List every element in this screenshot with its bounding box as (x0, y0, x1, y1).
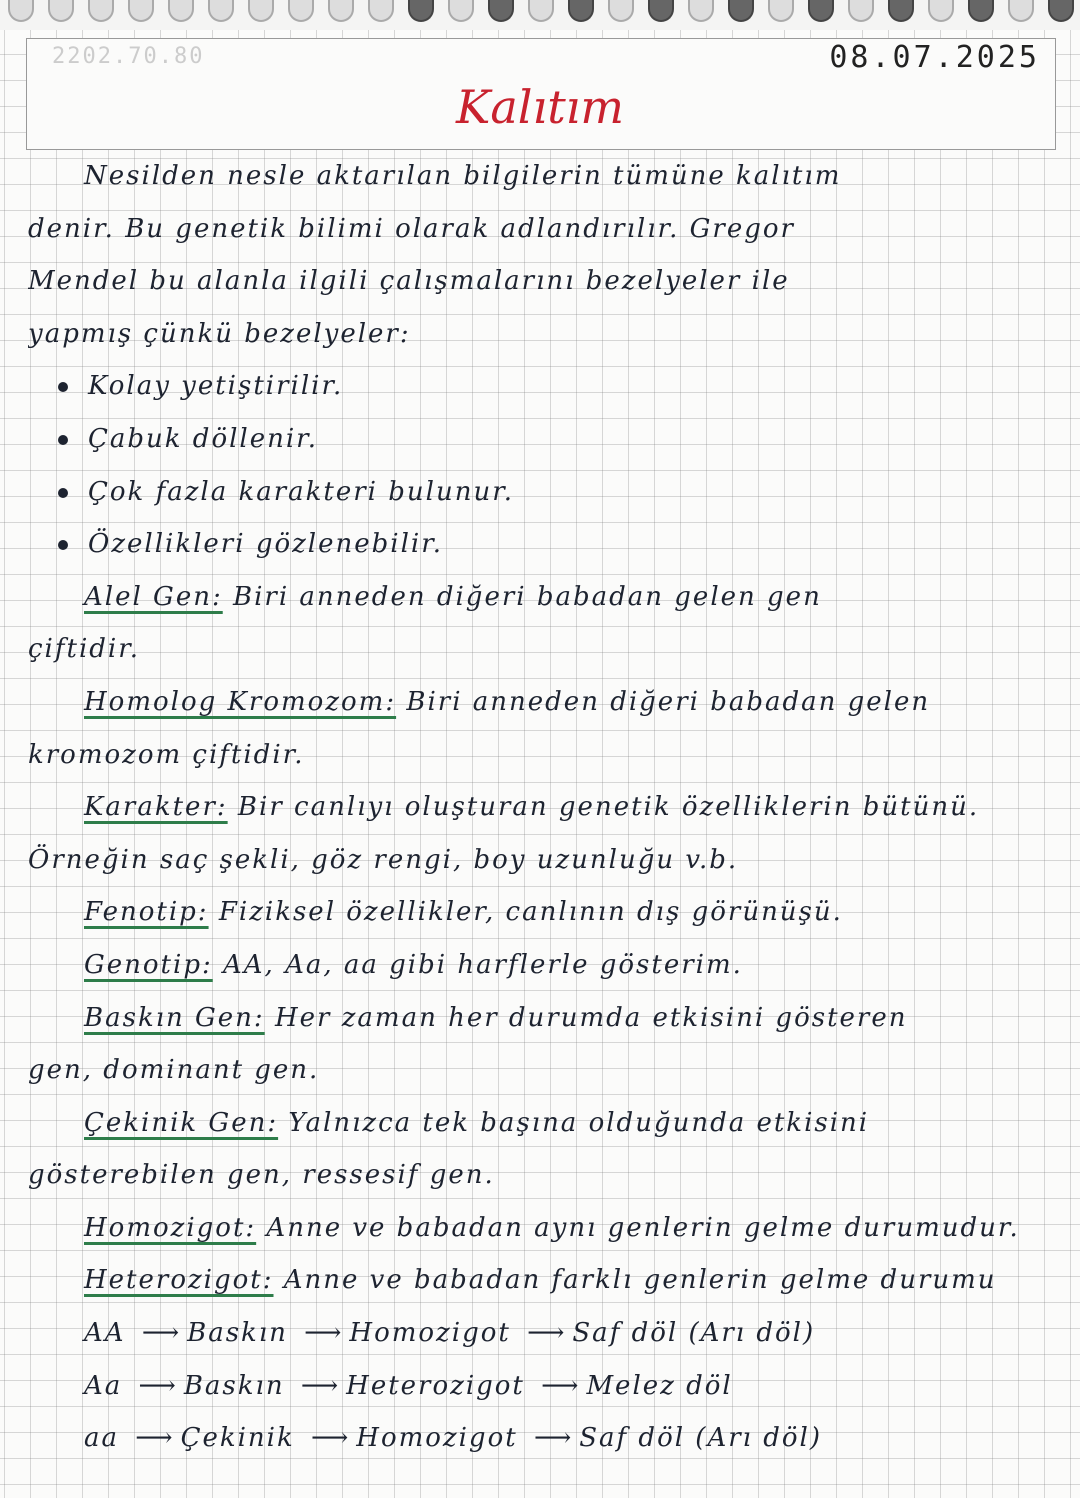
definition-alel: Alel Gen: Biri anneden diğeri babadan gelen gen (84, 581, 822, 612)
term-label: Alel Gen: (84, 581, 223, 612)
spiral-binding (0, 0, 1080, 30)
genotype-label: AA (84, 1318, 126, 1349)
definition-heterozigot: Heterozigot: Anne ve babadan farklı genlerin gelme durumu (84, 1265, 997, 1296)
definition-karakter: Karakter: Bir canlıyı oluşturan genetik özelliklerin bütünü. (84, 792, 980, 823)
arrow-icon: ⟶ (533, 1423, 574, 1454)
term-label: Homolog Kromozom: (84, 686, 397, 717)
text-line: çiftidir. (28, 634, 141, 665)
definition-baskin: Baskın Gen: Her zaman her durumda etkisini gösteren (84, 1002, 908, 1033)
genotype-label: aa (84, 1423, 120, 1454)
text-line: Mendel bu alanla ilgili çalışmalarını bezelyeler ile (28, 266, 790, 297)
term-label: Heterozigot: (84, 1265, 274, 1296)
definition-homozigot: Homozigot: Anne ve babadan aynı genlerin gelme durumudur. (84, 1212, 1020, 1243)
date: 08.07.2025 (829, 40, 1040, 75)
term-label: Fenotip: (84, 897, 209, 928)
arrow-icon: ⟶ (541, 1370, 581, 1401)
text-line: gösterebilen gen, ressesif gen. (28, 1160, 495, 1191)
page-title: Kalıtım (455, 80, 625, 134)
notes-body (28, 150, 1056, 1465)
text-line: denir. Bu genetik bilimi olarak adlandırılır. Gregor (28, 213, 795, 244)
bullet-item: Çok fazla karakteri bulunur. (28, 466, 1056, 519)
genotype-row: aa ⟶ Çekinik ⟶ Homozigot ⟶ Saf döl (Arı döl) (84, 1423, 822, 1454)
arrow-icon: ⟶ (311, 1423, 351, 1454)
arrow-icon: ⟶ (300, 1370, 341, 1401)
text-line: gen, dominant gen. (28, 1055, 320, 1086)
text-line: yapmış çünkü bezelyeler: (28, 318, 411, 349)
arrow-icon: ⟶ (304, 1318, 344, 1349)
arrow-icon: ⟶ (135, 1423, 175, 1454)
definition-cekinik: Çekinik Gen: Yalnızca tek başına olduğunda etkisini (84, 1107, 870, 1138)
definition-homolog: Homolog Kromozom: Biri anneden diğeri babadan gelen (84, 686, 931, 717)
term-label: Karakter: (84, 792, 228, 823)
term-label: Baskın Gen: (84, 1002, 265, 1033)
term-label: Homozigot: (84, 1212, 257, 1243)
text-line: kromozom çiftidir. (28, 739, 305, 770)
bullet-item: Özellikleri gözlenebilir. (28, 518, 1056, 571)
bullet-item: Kolay yetiştirilir. (28, 360, 1056, 413)
genotype-row: Aa ⟶ Baskın ⟶ Heterozigot ⟶ Melez döl (84, 1370, 733, 1401)
genotype-label: Aa (84, 1370, 123, 1401)
faint-mark: 2202.70.80 (52, 44, 205, 69)
arrow-icon: ⟶ (527, 1318, 567, 1349)
term-label: Çekinik Gen: (84, 1107, 279, 1138)
genotype-row: AA ⟶ Baskın ⟶ Homozigot ⟶ Saf döl (Arı döl) (84, 1318, 816, 1349)
text-line: Örneğin saç şekli, göz rengi, boy uzunluğu v.b. (28, 844, 739, 875)
text-line: Nesilden nesle aktarılan bilgilerin tümüne kalıtım (84, 161, 842, 191)
arrow-icon: ⟶ (141, 1318, 182, 1349)
definition-genotip: Genotip: AA, Aa, aa gibi harflerle gösterim. (84, 949, 743, 980)
term-label: Genotip: (84, 949, 213, 980)
definition-fenotip: Fenotip: Fiziksel özellikler, canlının dış görünüşü. (84, 897, 843, 928)
arrow-icon: ⟶ (138, 1370, 178, 1401)
bullet-item: Çabuk döllenir. (28, 413, 1056, 466)
